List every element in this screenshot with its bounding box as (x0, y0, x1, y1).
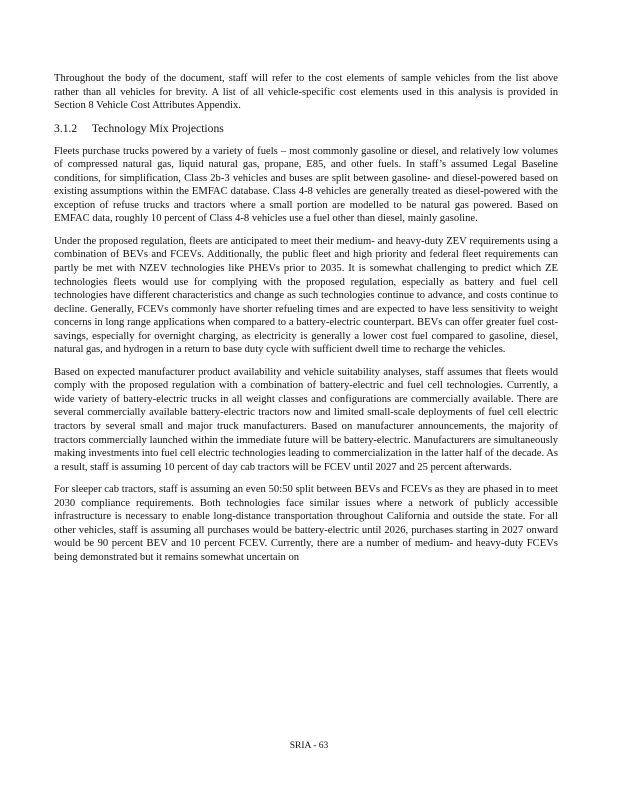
section-number: 3.1.2 (54, 121, 78, 135)
paragraph-proposed-regulation: Under the proposed regulation, fleets are anticipated to meet their medium- and heavy-duty ZEV requirements using a combination of BEVs and FCEVs. Additionally, the public fleet and high priority and federal fleet requirements can partly be met with NZEV technologies like PHEVs prior to 2035. It is somewhat challenging to predict which ZE technologies fleets would use for complying with the proposed regulation, especially as battery and fuel cell technologies have different characteristics and change as such technologies continue to advance, and costs continue to decline. Generally, FCEVs commonly have shorter refueling times and are expected to have less sensitivity to weight concerns in long range applications when compared to a battery-electric counterpart. BEVs can offer greater fuel cost-savings, especially for overnight charging, as electricity is generally a lower cost fuel compared to gasoline, diesel, natural gas, and hydrogen in a return to base duty cycle with sufficient dwell time to recharge the vehicles. (54, 235, 558, 356)
document-body (54, 72, 558, 574)
section-heading (54, 122, 558, 136)
intro-paragraph: Throughout the body of the document, staff will refer to the cost elements of sample vehicles from the list above rather than all vehicles for brevity. A list of all vehicle-specific cost elements used in this analysis is provided in Section 8 Vehicle Cost Attributes Appendix. (54, 73, 558, 112)
paragraph-fuel-mix: Fleets purchase trucks powered by a variety of fuels – most commonly gasoline or diesel, and relatively low volumes of compressed natural gas, liquid natural gas, propane, E85, and other fuels. In staff’s assumed Legal Baseline conditions, for simplification, Class 2b-3 vehicles and buses are split between gasoline- and diesel-powered based on existing assumptions within the EMFAC database. Class 4-8 vehicles are generally treated as diesel-powered with the exception of refuse trucks and tractors where a small portion are modelled to be natural gas powered. Based on EMFAC data, roughly 10 percent of Class 4-8 vehicles use a fuel other than diesel, mainly gasoline. (54, 145, 558, 225)
paragraph-sleeper-cab: For sleeper cab tractors, staff is assuming an even 50:50 split between BEVs and FCEVs as they are phased in to meet 2030 compliance requirements. Both technologies face similar issues where a network of publicly accessible infrastructure is necessary to enable long-distance transportation throughout California and outside the state. For all other vehicles, staff is assuming all purchases would be battery-electric until 2026, purchases starting in 2027 onward would be 90 percent BEV and 10 percent FCEV. Currently, there are a number of medium- and heavy-duty FCEVs being demonstrated but it remains somewhat uncertain on (54, 484, 558, 563)
page-number: SRIA - 63 (289, 741, 329, 751)
paragraph-manufacturer-availability: Based on expected manufacturer product availability and vehicle suitability analyses, staff assumes that fleets would comply with the proposed regulation with a combination of battery-electric and fuel cell technologies. Currently, a wide variety of battery-electric trucks in all weight classes and configurations are commercially available. There are several commercially available battery-electric tractors now and limited small-scale deployments of fuel cell electric tractors by several small and major truck manufacturers. Based on manufacturer announcements, the majority of tractors commercially launched within the immediate future will be battery-electric. Manufacturers are simultaneously making investments into fuel cell electric technologies leading to commercialization in the latter half of the decade. As a result, staff is assuming 10 percent of day cab tractors will be FCEV until 2027 and 25 percent afterwards. (54, 366, 558, 473)
section-title: Technology Mix Projections (91, 121, 224, 135)
